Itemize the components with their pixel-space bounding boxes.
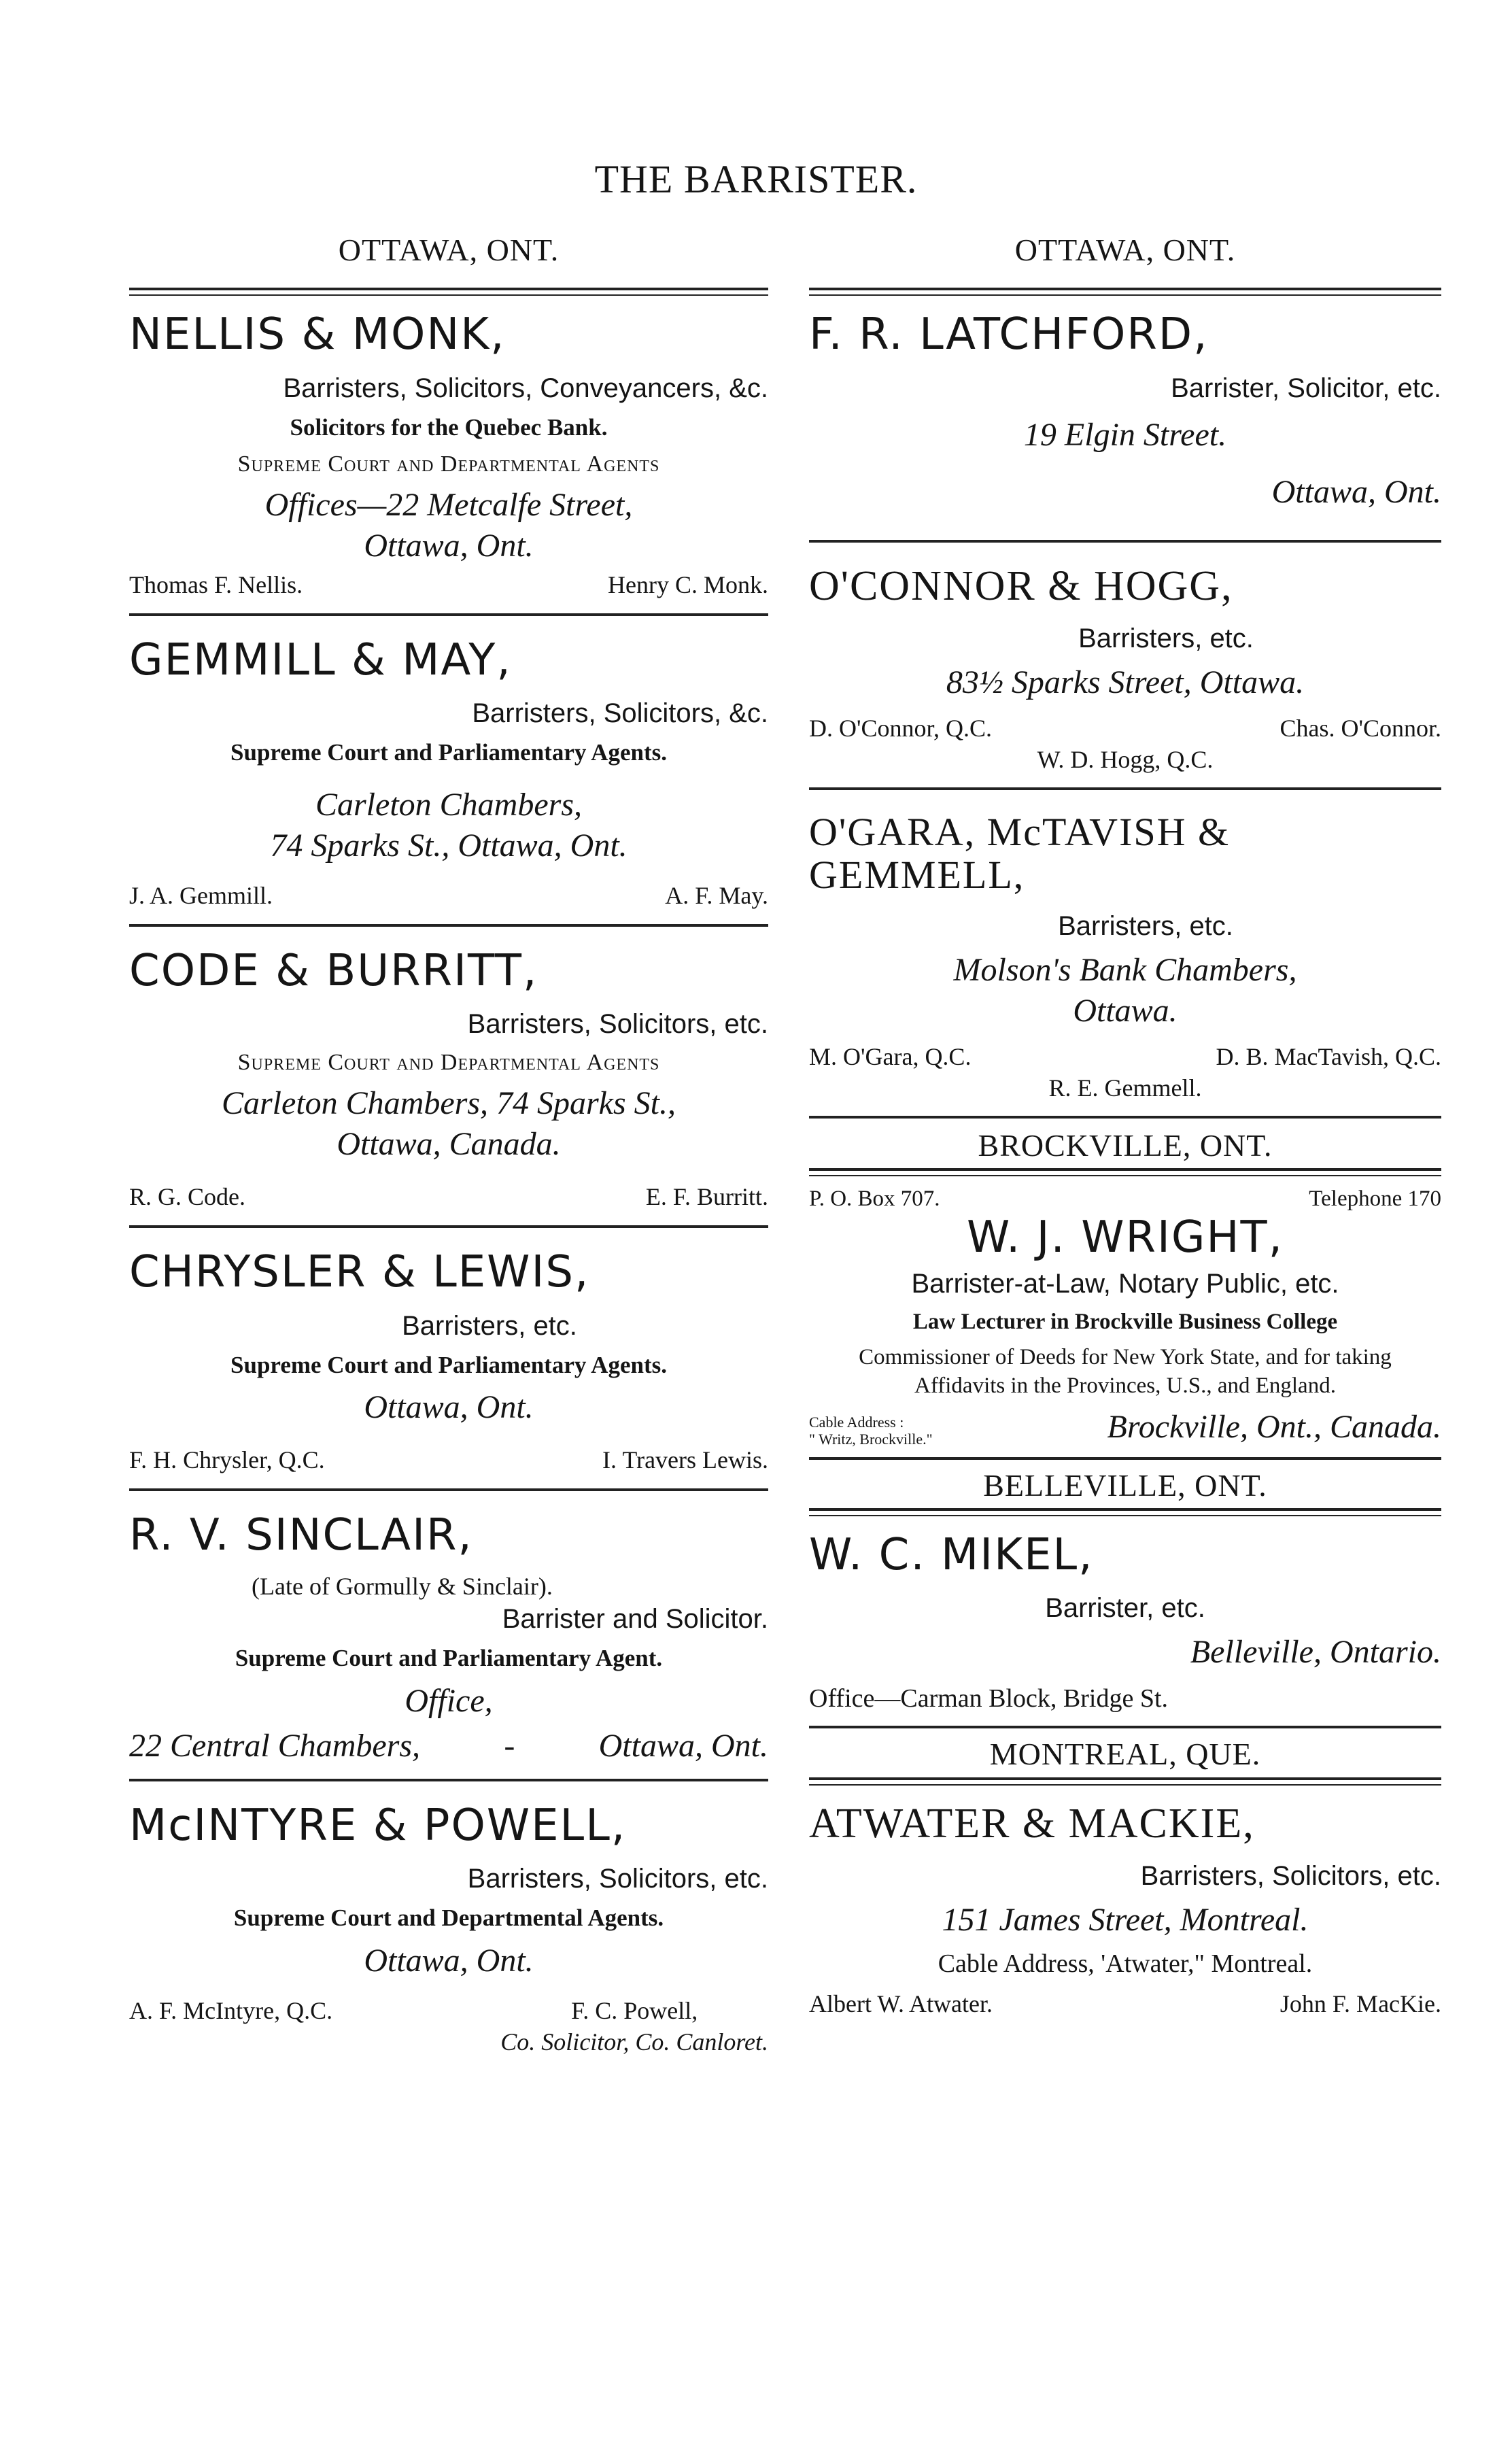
partner-title: Co. Solicitor, Co. Canloret. [500, 2028, 768, 2056]
listing-code-burritt [129, 947, 768, 1213]
listing-gemmill-may [129, 636, 768, 912]
cable-address: Cable Address, 'Atwater," Montreal. [938, 1949, 1313, 1978]
firm-description: Barristers, Solicitors, etc. [1140, 1860, 1441, 1891]
partner-name: D. O'Connor, Q.C. [809, 714, 993, 742]
double-rule [809, 288, 1441, 296]
firm-address: Carleton Chambers, [315, 786, 582, 823]
listing-oconnor-hogg [809, 563, 1441, 775]
divider [809, 1116, 1441, 1119]
firm-name: GEMMILL & MAY, [129, 635, 512, 686]
firm-note: Law Lecturer in Brockville Business College [912, 1310, 1338, 1335]
firm-description: Barristers, Solicitors, etc. [467, 1009, 768, 1040]
firm-note: Solicitors for the Quebec Bank. [290, 413, 608, 441]
firm-address: Ottawa, Ont. [364, 1942, 534, 1979]
firm-description: Barristers, Solicitors, etc. [467, 1864, 768, 1894]
listing-sinclair [129, 1509, 768, 1766]
firm-description: Barristers, etc. [402, 1310, 577, 1341]
firm-name: W. J. WRIGHT, [967, 1212, 1284, 1263]
firm-address: Brockville, Ont., Canada. [1107, 1408, 1441, 1445]
firm-name: F. R. LATCHFORD, [809, 309, 1209, 360]
double-rule [129, 288, 768, 296]
firm-agents: Supreme Court and Departmental Agents [237, 1050, 660, 1076]
firm-description: Barrister, Solicitor, etc. [1171, 373, 1441, 403]
firm-address-city: Ottawa, Canada. [337, 1126, 561, 1163]
listing-wright [809, 1184, 1441, 1448]
partner-name: I. Travers Lewis. [602, 1446, 768, 1474]
firm-address: 83½ Sparks Street, Ottawa. [946, 664, 1305, 700]
firm-address-city: Ottawa. [1073, 993, 1178, 1029]
firm-name: CODE & BURRITT, [129, 945, 538, 996]
partner-name: F. H. Chrysler, Q.C. [129, 1446, 325, 1474]
firm-address-city: Ottawa, Ont. [598, 1727, 768, 1764]
address-dash: - [504, 1727, 515, 1764]
firm-address: Molson's Bank Chambers, [953, 952, 1297, 989]
firm-name: CHRYSLER & LEWIS, [129, 1247, 590, 1298]
listing-atwater-mackie [809, 1800, 1441, 2020]
divider [809, 787, 1441, 790]
firm-name: O'CONNOR & HOGG, [809, 562, 1233, 609]
firm-name: W. C. MIKEL, [809, 1530, 1094, 1580]
page-title: THE BARRISTER. [594, 157, 918, 201]
partner-name: F. C. Powell, [571, 1996, 698, 2024]
firm-note: Supreme Court and Parliamentary Agents. [230, 739, 667, 766]
firm-note: Supreme Court and Parliamentary Agents. [230, 1351, 667, 1378]
telephone: Telephone 170 [1309, 1187, 1441, 1212]
firm-address: Offices—22 Metcalfe Street, [264, 487, 633, 524]
divider [809, 1726, 1441, 1728]
firm-address: 151 James Street, Montreal. [942, 1901, 1309, 1938]
firm-description: Barristers, Solicitors, &c. [472, 698, 768, 729]
partner-name: Albert W. Atwater. [809, 1990, 993, 2017]
listing-ogara-mctavish-gemmell [809, 810, 1441, 1104]
double-rule [809, 1508, 1441, 1516]
partner-name: D. B. MacTavish, Q.C. [1216, 1043, 1441, 1071]
partner-name: M. O'Gara, Q.C. [809, 1043, 972, 1071]
partner-name: A. F. May. [665, 881, 768, 909]
double-rule [809, 1777, 1441, 1786]
partner-name: R. E. Gemmell. [1048, 1074, 1202, 1102]
firm-address-city: Ottawa, Ont. [364, 528, 534, 564]
partner-name: W. D. Hogg, Q.C. [1037, 745, 1214, 773]
partner-name: R. G. Code. [129, 1183, 245, 1211]
partner-name: John F. MacKie. [1279, 1990, 1441, 2017]
listing-mcintyre-powell [129, 1802, 768, 2058]
section-heading-belleville: BELLEVILLE, ONT. [983, 1467, 1267, 1503]
firm-address-city: Ottawa, Ont. [1271, 473, 1441, 510]
section-heading-montreal: MONTREAL, QUE. [989, 1737, 1261, 1772]
section-heading-ottawa: OTTAWA, ONT. [338, 233, 560, 267]
divider [129, 1488, 768, 1491]
cable-address: " Writz, Brockville." [809, 1430, 933, 1448]
firm-address: 22 Central Chambers, [129, 1727, 421, 1764]
section-heading-ottawa: OTTAWA, ONT. [1014, 233, 1236, 267]
cable-address-label: Cable Address : [809, 1414, 904, 1431]
divider [129, 924, 768, 927]
listing-latchford [809, 311, 1441, 512]
firm-description: Barristers, etc. [1078, 623, 1254, 653]
section-heading-brockville: BROCKVILLE, ONT. [978, 1127, 1273, 1163]
firm-address: Belleville, Ontario. [1190, 1634, 1441, 1671]
firm-name: ATWATER & MACKIE, [809, 1800, 1255, 1847]
firm-description: Barrister-at-Law, Notary Public, etc. [911, 1269, 1339, 1299]
firm-description: Barristers, Solicitors, Conveyancers, &c. [283, 373, 768, 403]
partner-name: Chas. O'Connor. [1279, 714, 1441, 742]
right-column [809, 231, 1441, 2020]
po-box: P. O. Box 707. [809, 1187, 940, 1212]
firm-name: O'GARA, McTAVISH & GEMMELL, [809, 809, 1231, 898]
divider [809, 540, 1441, 543]
partner-name: A. F. McIntyre, Q.C. [129, 1996, 333, 2024]
partner-name: J. A. Gemmill. [129, 881, 273, 909]
double-rule [809, 1168, 1441, 1176]
listing-nellis-monk [129, 311, 768, 601]
firm-description: Barrister, etc. [1045, 1593, 1205, 1624]
partner-name: Henry C. Monk. [608, 571, 768, 599]
firm-name: R. V. SINCLAIR, [129, 1509, 473, 1560]
office-address: Office—Carman Block, Bridge St. [809, 1684, 1169, 1713]
divider [809, 1457, 1441, 1460]
listing-chrysler-lewis [129, 1248, 768, 1476]
firm-address: Ottawa, Ont. [364, 1389, 534, 1426]
firm-note: Supreme Court and Parliamentary Agent. [235, 1645, 663, 1672]
firm-address: 19 Elgin Street. [1023, 416, 1227, 453]
partner-name: Thomas F. Nellis. [129, 571, 303, 599]
firm-address-label: Office, [405, 1682, 493, 1719]
firm-former-name: (Late of Gormully & Sinclair). [252, 1573, 553, 1601]
firm-address-city: 74 Sparks St., Ottawa, Ont. [270, 827, 628, 864]
firm-name: NELLIS & MONK, [129, 309, 506, 360]
commissioner-note: Commissioner of Deeds for New York State, and for taking Affidavits in the Provinces, U.S., and England. [859, 1345, 1392, 1398]
firm-address: Carleton Chambers, 74 Sparks St., [221, 1085, 676, 1122]
firm-agents: Supreme Court and Departmental Agents [237, 451, 660, 477]
left-column [129, 231, 768, 2058]
divider [129, 1779, 768, 1781]
firm-description: Barrister and Solicitor. [502, 1604, 768, 1635]
firm-name: McINTYRE & POWELL, [129, 1800, 627, 1851]
divider [129, 613, 768, 616]
divider [129, 1225, 768, 1228]
partner-name: E. F. Burritt. [645, 1183, 768, 1211]
firm-description: Barristers, etc. [1058, 911, 1233, 942]
firm-note: Supreme Court and Departmental Agents. [233, 1905, 664, 1932]
listing-mikel [809, 1531, 1441, 1713]
